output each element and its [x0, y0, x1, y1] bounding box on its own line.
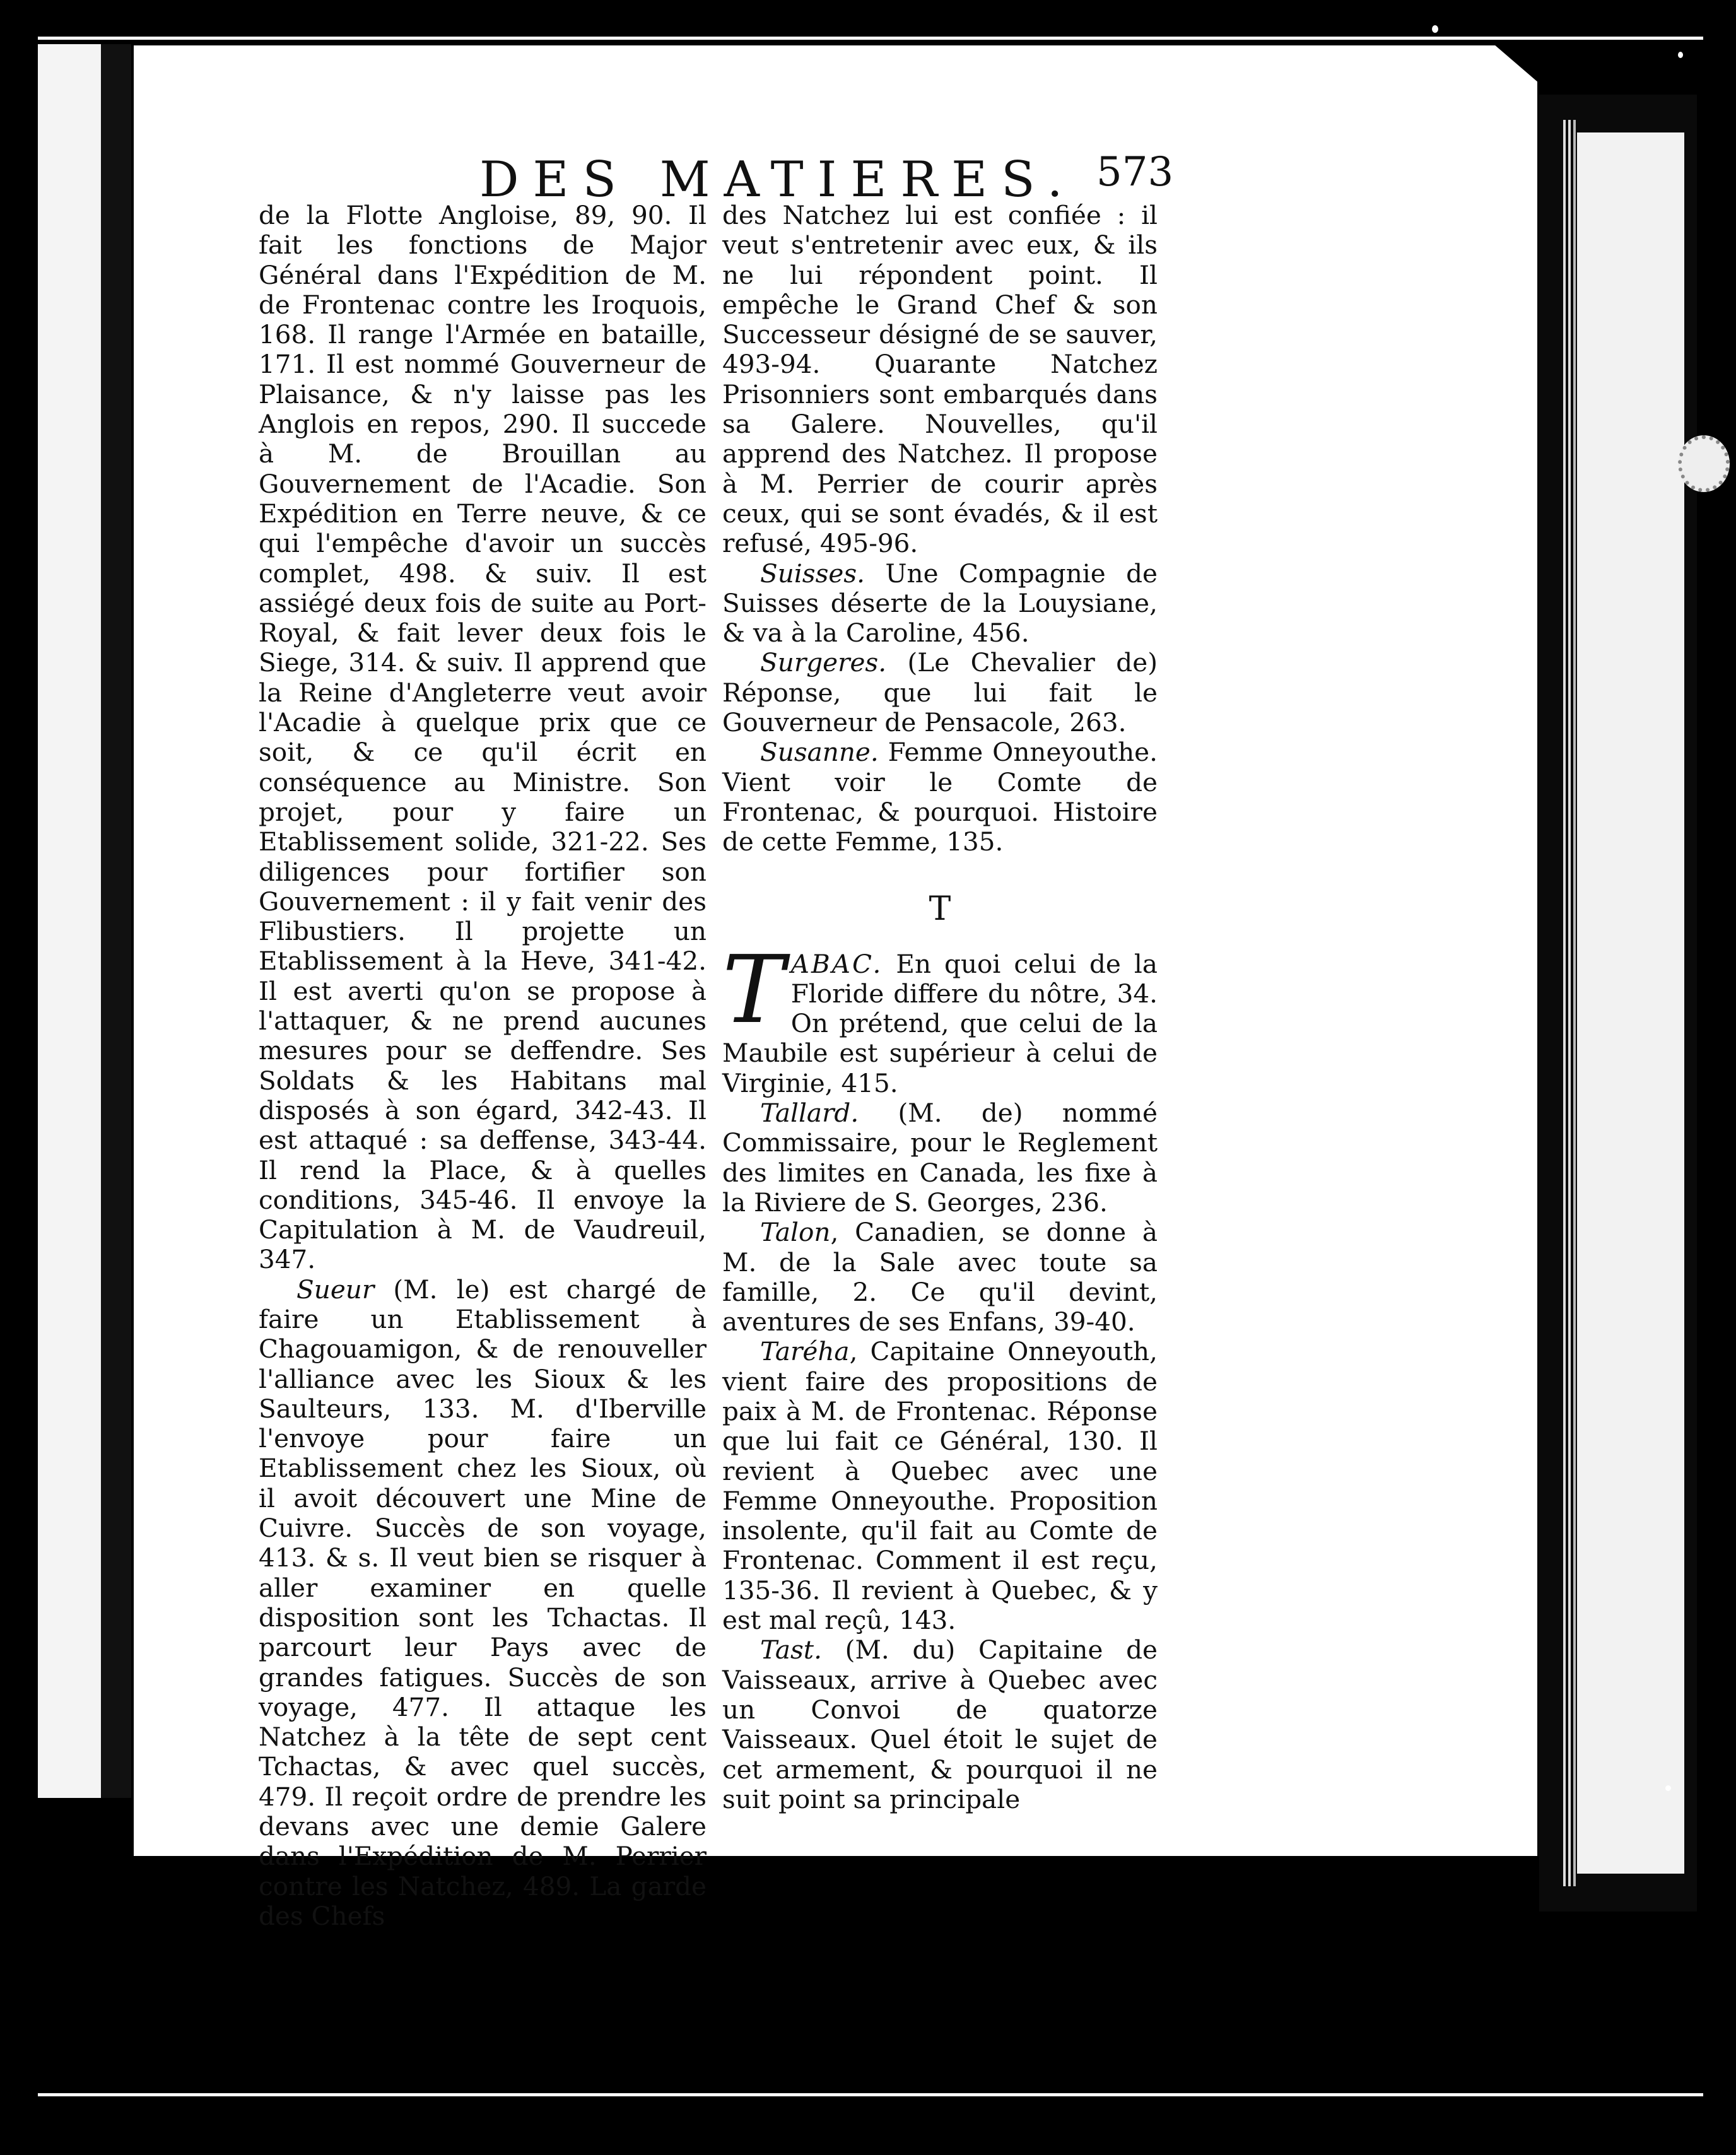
frame-bottom-line — [38, 2093, 1703, 2096]
index-entry-talon — [722, 1218, 1158, 1337]
film-speck — [1665, 1785, 1671, 1791]
entry-text: de la Flotte Angloise, 89, 90. Il fait les fonctions de Major Général dans l'Expédition de M. de Frontenac contre les Iroquois, 168. Il range l'Armée en bataille, 171. Il est nommé Gouverneur de Plaisance, & n'y laisse pas les Anglois en repos, 290. Il succede à M. de Brouillan au Gouvernement de l'Acadie. Son Expédition en Terre neuve, & ce qui l'empêche d'avoir un succès complet, 498. & suiv. Il est assiégé deux fois de suite au Port-Royal, & fait lever deux fois le Siege, 314. & suiv. Il apprend que la Reine d'Angleterre veut avoir l'Acadie à quelque prix que ce soit, & ce qu'il écrit en conséquence au Ministre. Son projet, pour y faire un Etablissement solide, 321-22. Ses diligences pour fortifier son Gouvernement : il y fait venir des Flibustiers. Il projette un Etablissement à la Heve, 341-42. Il est averti qu'on se propose à l'attaquer, & ne prend aucunes mesures pour se deffendre. Ses Soldats & les Habitans mal disposés à son égard, 342-43. Il est attaqué : sa deffense, 343-44. Il rend la Place, & à quelles conditions, 345-46. Il envoye la Capitulation à M. de Vaudreuil, 347. — [259, 200, 707, 1275]
entry-text: (M. de) nommé Commissaire, pour le Reglement des limites en Canada, les fixe à la Riviere de S. Georges, 236. — [722, 1098, 1158, 1218]
page-number: 573 — [1096, 149, 1174, 196]
film-blemish — [1678, 435, 1730, 492]
entry-headword: Talon — [760, 1217, 831, 1248]
entry-headword: Susanne. — [760, 737, 879, 768]
entry-headword: Taréha — [760, 1336, 850, 1367]
index-entry-tareha — [722, 1337, 1158, 1635]
entry-headword: Tast. — [760, 1635, 822, 1665]
page-stack-line — [1568, 120, 1571, 1886]
entry-text: des Natchez lui est confiée : il veut s'entretenir avec eux, & ils ne lui répondent point. Il empêche le Grand Chef & son Successeur désigné de se sauver, 493-94. Quarante Natchez Prisonniers sont embarqués dans sa Galere. Nouvelles, qu'il apprend des Natchez. Il propose à M. Perrier de courir après ceux, qui se sont évadés, & il est refusé, 495-96. — [722, 200, 1158, 559]
entry-text: (M. le) est chargé de faire un Etablissement à Chagouamigon, & de renouveller l'alliance avec les Sioux & les Saulteurs, 133. M. d'Iberville l'envoye pour faire un Etablissement chez les Sioux, où il avoit découvert une Mine de Cuivre. Succès de son voyage, 413. & s. Il veut bien se risquer à aller examiner en quelle disposition sont les Tchactas. Il parcourt leur Pays avec de grandes fatigues. Succès de son voyage, 477. Il attaque les Natchez à la tête de sept cent Tchactas, & avec quel succès, 479. Il reçoit ordre de prendre les devans avec une demie Galere dans l'Expédition de M. Perrier contre les Natchez, 489. La garde des Chefs — [259, 1274, 707, 1931]
entry-text: Femme Onneyouthe. Vient voir le Comte de Frontenac, & pourquoi. Histoire de cette Femme, 135. — [722, 737, 1158, 857]
index-entry-surgeres — [722, 648, 1158, 737]
entry-text: En quoi celui de la Floride differe du nôtre, 34. On prétend, que celui de la Maubile est supérieur à celui de Virginie, 415. — [722, 948, 1158, 1098]
gutter-shadow — [101, 44, 131, 1798]
page-stack-line — [1563, 120, 1566, 1886]
facing-page-edge — [38, 44, 107, 1798]
index-entry-tallard — [722, 1098, 1158, 1218]
index-entry-sueur — [259, 1275, 707, 1932]
index-entry-tabac — [722, 935, 1158, 1098]
index-entry-tast — [722, 1635, 1158, 1814]
entry-headword: Tallard. — [760, 1098, 859, 1129]
index-column-right — [722, 201, 1158, 1814]
index-column-left — [259, 201, 707, 1931]
drop-cap: T — [722, 935, 785, 1044]
film-speck — [1678, 52, 1683, 58]
entry-text: Une Compagnie de Suisses déserte de la Louysiane, & va à la Caroline, 456. — [722, 558, 1158, 649]
section-letter-heading: T — [929, 890, 951, 928]
entry-headword: Surgeres. — [760, 647, 887, 678]
page-stack-line — [1573, 120, 1576, 1886]
entry-headword: ABAC. — [790, 948, 883, 979]
running-head: DES MATIERES. — [479, 151, 1077, 208]
entry-headword: Sueur — [296, 1274, 375, 1305]
entry-text: (M. du) Capitaine de Vaisseaux, arrive à Quebec avec un Convoi de quatorze Vaisseaux. Quel étoit le sujet de cet armement, & pourquoi il ne suit point sa principale — [722, 1635, 1158, 1814]
film-speck — [1432, 25, 1438, 33]
entry-text: , Capitaine Onneyouth, vient faire des propositions de paix à M. de Frontenac. Réponse que lui fait ce Général, 130. Il revient à Quebec avec une Femme Onneyouthe. Proposition insolente, qu'il fait au Comte de Frontenac. Comment il est reçu, 135-36. Il revient à Quebec, & y est mal reçû, 143. — [722, 1336, 1158, 1636]
index-entry-sueur-continuation — [722, 201, 1158, 559]
index-entry-susanne — [722, 737, 1158, 857]
index-entry-subercase-continuation — [259, 201, 707, 1275]
entry-headword: Suisses. — [760, 558, 865, 589]
entry-text: , Canadien, se donne à M. de la Sale avec toute sa famille, 2. Ce qu'il devint, aventures de ses Enfans, 39-40. — [722, 1217, 1158, 1337]
entry-text: (Le Chevalier de) Réponse, que lui fait le Gouverneur de Pensacole, 263. — [722, 647, 1158, 738]
page-stack-edges — [1577, 132, 1684, 1874]
index-entry-suisses — [722, 559, 1158, 649]
frame-top-line — [38, 37, 1703, 40]
